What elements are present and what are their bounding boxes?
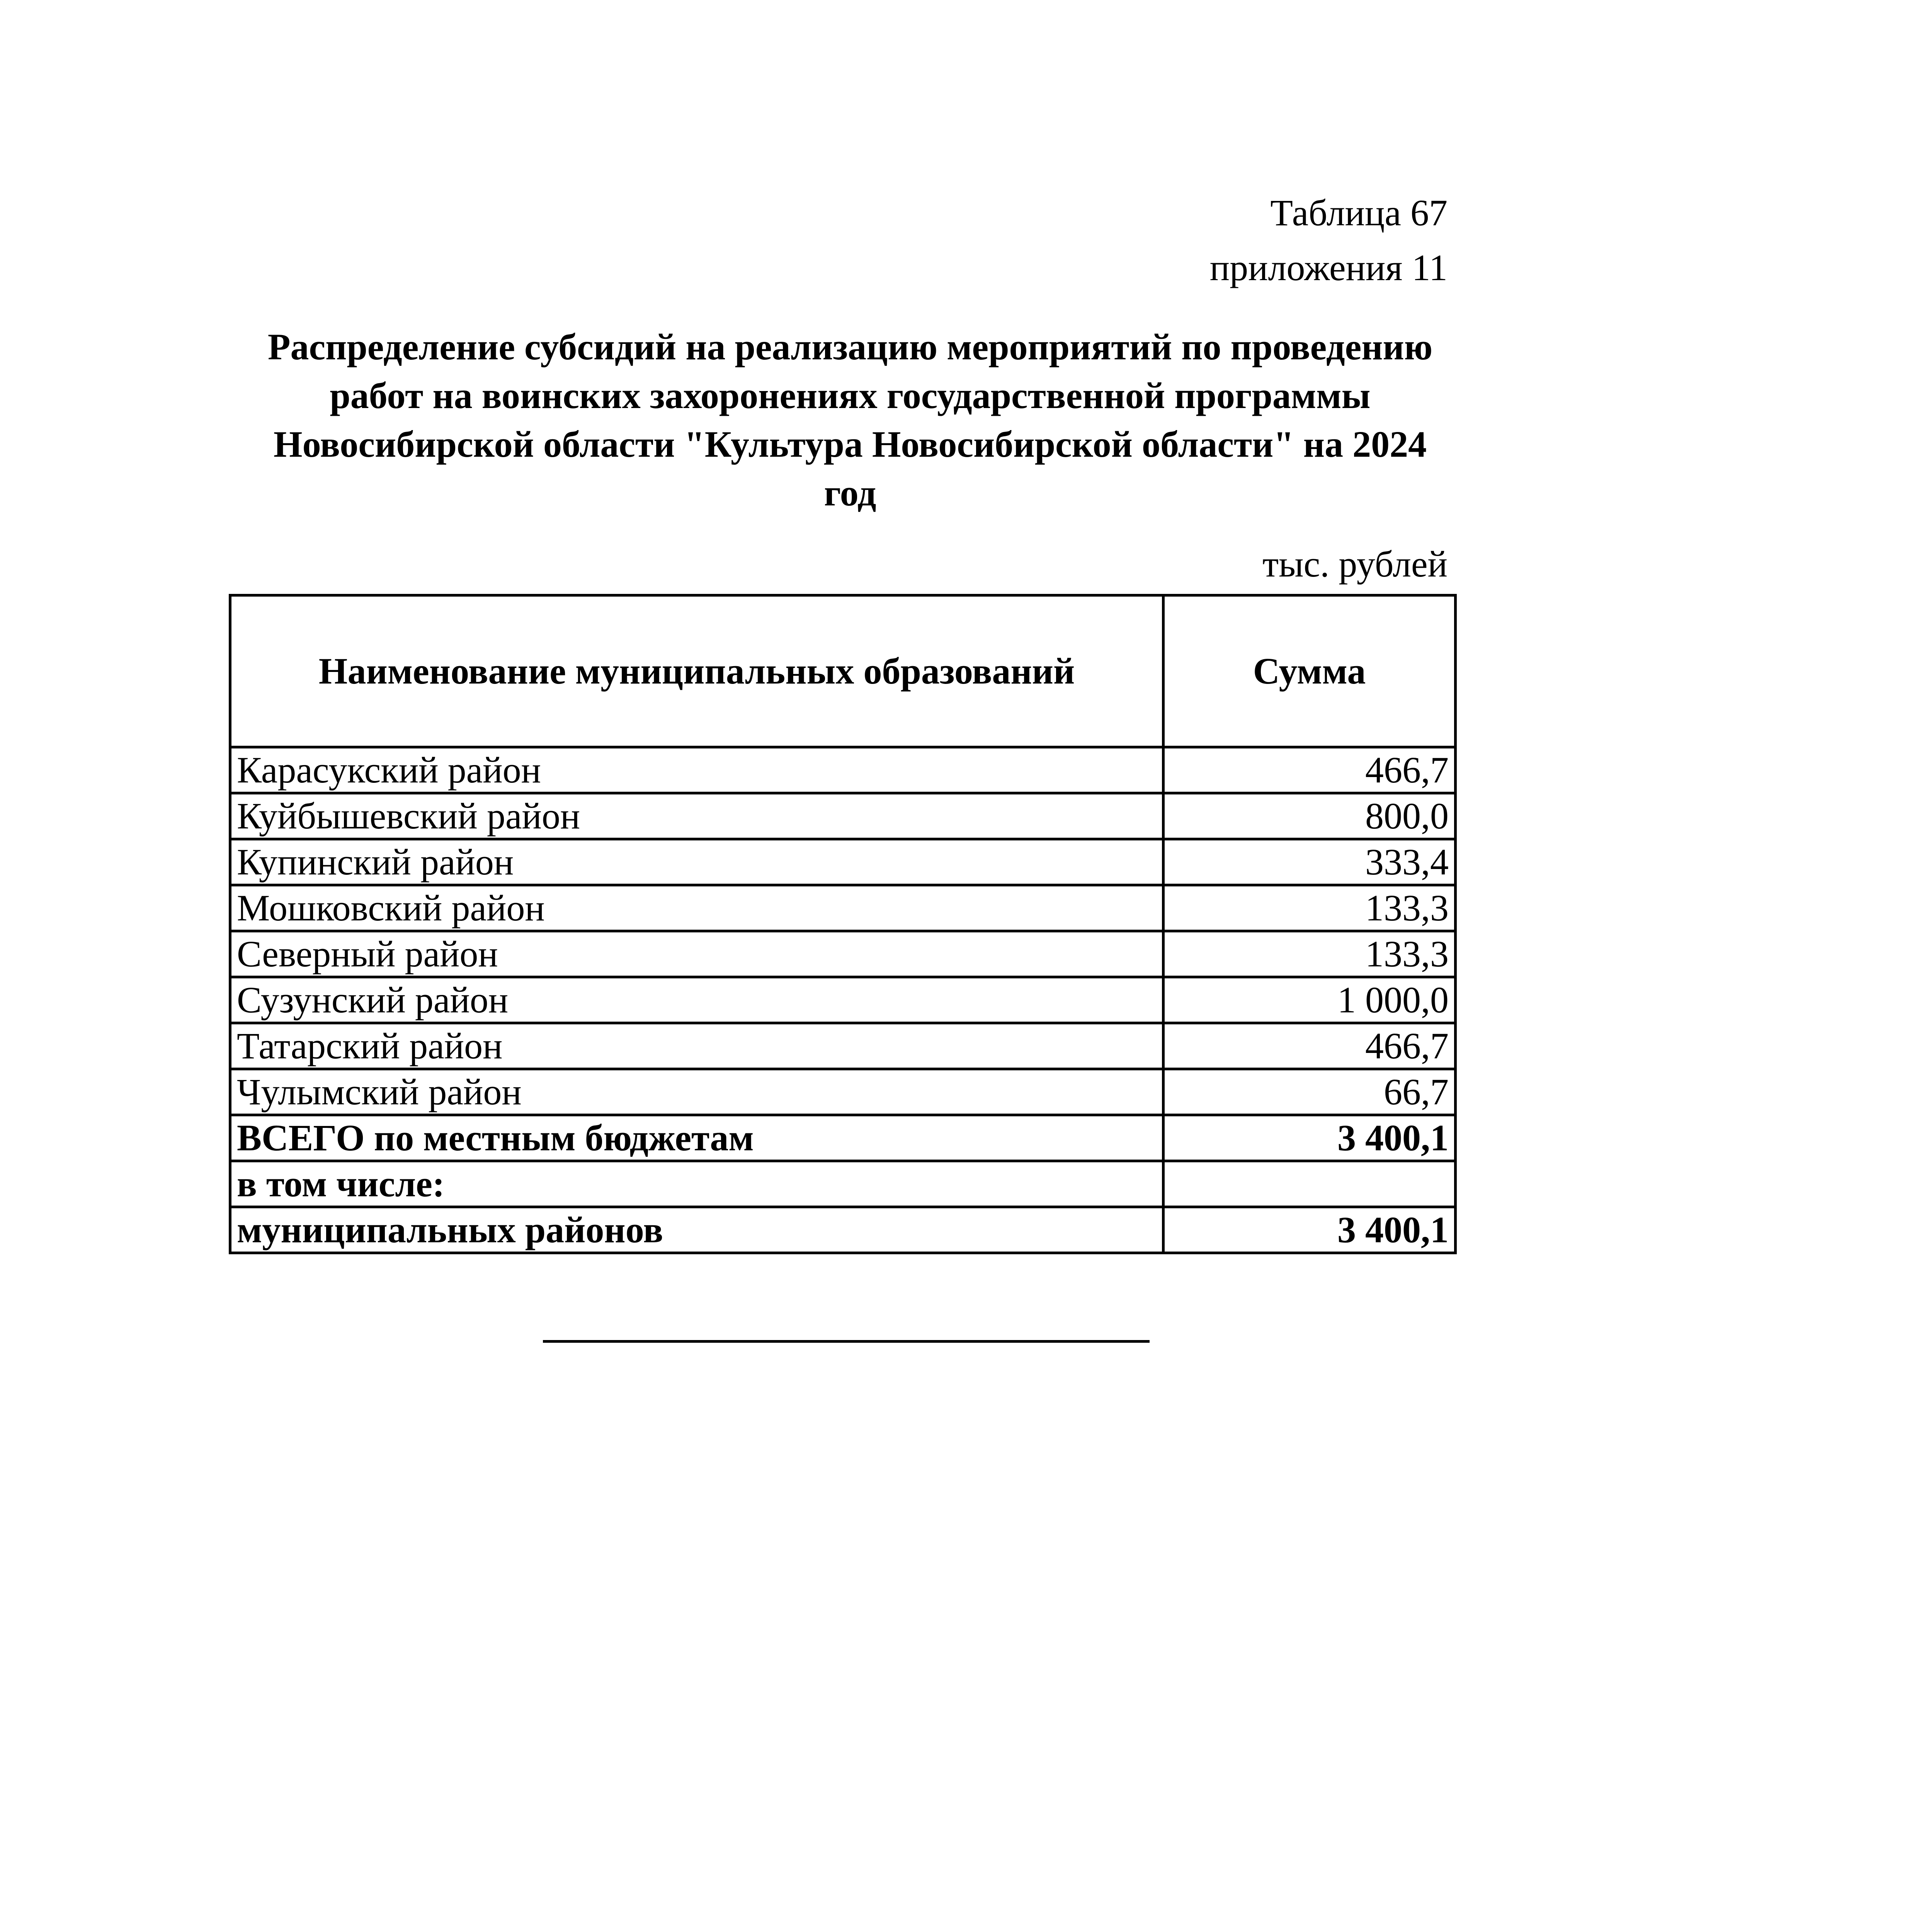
table-row (230, 977, 1456, 1023)
total-label: ВСЕГО по местным бюджетам (230, 1115, 1163, 1161)
municipal-districts-row (230, 1207, 1456, 1253)
units-label: тыс. рублей (1262, 543, 1448, 585)
row-name: Мошковский район (230, 885, 1163, 931)
including-label: в том числе: (230, 1161, 1163, 1207)
end-divider-line (543, 1340, 1150, 1343)
row-sum: 66,7 (1163, 1069, 1456, 1115)
row-name: Сузунский район (230, 977, 1163, 1023)
row-name: Татарский район (230, 1023, 1163, 1069)
row-sum: 466,7 (1163, 747, 1456, 793)
table-row (230, 1069, 1456, 1115)
header-sum: Сумма (1163, 595, 1456, 747)
annex-number: приложения 11 (1209, 247, 1448, 288)
subsidy-table (229, 594, 1457, 1254)
table-row (230, 1023, 1456, 1069)
table-row (230, 747, 1456, 793)
row-sum: 133,3 (1163, 931, 1456, 977)
row-sum: 800,0 (1163, 793, 1456, 839)
row-name: Карасукский район (230, 747, 1163, 793)
table-row (230, 839, 1456, 885)
total-sum: 3 400,1 (1163, 1115, 1456, 1161)
row-name: Куйбышевский район (230, 793, 1163, 839)
document-title: Распределение субсидий на реализацию мероприятий по проведению работ на воинских захоронениях государственной программы Новосибирской области "Культура Новосибирской области" на 2024 год (267, 326, 1433, 514)
row-sum: 1 000,0 (1163, 977, 1456, 1023)
municipal-districts-label: муниципальных районов (230, 1207, 1163, 1253)
municipal-districts-sum: 3 400,1 (1163, 1207, 1456, 1253)
row-name: Чулымский район (230, 1069, 1163, 1115)
row-name: Купинский район (230, 839, 1163, 885)
row-name: Северный район (230, 931, 1163, 977)
including-sum (1163, 1161, 1456, 1207)
annex-reference (1210, 185, 1448, 295)
table-row (230, 931, 1456, 977)
table-row (230, 885, 1456, 931)
table-header-row (230, 595, 1456, 747)
table-row (230, 793, 1456, 839)
row-sum: 133,3 (1163, 885, 1456, 931)
header-municipality: Наименование муниципальных образований (230, 595, 1163, 747)
including-row (230, 1161, 1456, 1207)
table-number: Таблица 67 (1270, 192, 1448, 233)
row-sum: 466,7 (1163, 1023, 1456, 1069)
total-row (230, 1115, 1456, 1161)
row-sum: 333,4 (1163, 839, 1456, 885)
